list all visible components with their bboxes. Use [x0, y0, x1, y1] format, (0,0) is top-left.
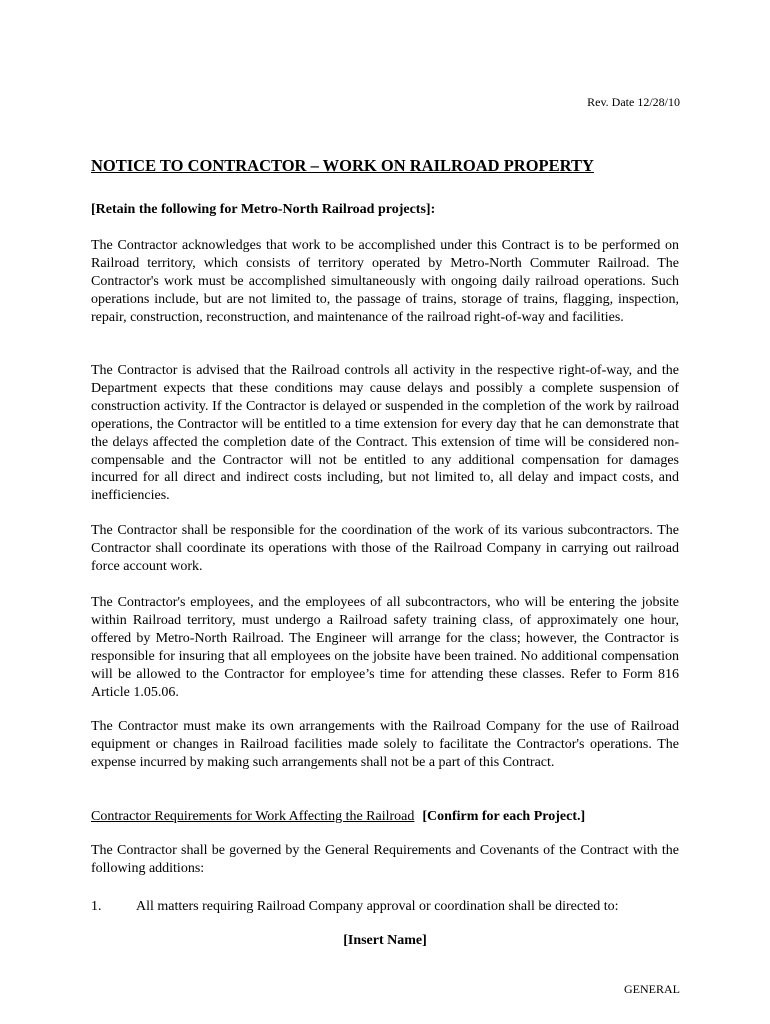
- list-item-number: 1.: [91, 899, 102, 914]
- footer-section-label: GENERAL: [624, 982, 680, 996]
- requirements-heading: Contractor Requirements for Work Affecting the Railroad: [91, 809, 415, 824]
- requirements-heading-line: [91, 808, 585, 826]
- paragraph-railroad-territory: The Contractor acknowledges that work to be accomplished under this Contract is to be performed on Railroad territory, which consists of territory operated by Metro-North Commuter Railroad. The Contractor's work must be accomplished simultaneously with ongoing daily railroad operations. Such operations include, but are not limited to, the passage of trains, storage of trains, flagging, inspection, repair, construction, reconstruction, and maintenance of the railroad right-of-way and facilities.: [91, 238, 679, 325]
- requirements-confirm-note: [Confirm for each Project.]: [422, 809, 586, 824]
- requirements-intro: The Contractor shall be governed by the General Requirements and Covenants of the Contract with the following additions:: [91, 843, 679, 876]
- revision-date: Rev. Date 12/28/10: [587, 95, 680, 109]
- insert-name-placeholder: [Insert Name]: [343, 933, 427, 948]
- list-item-text: All matters requiring Railroad Company approval or coordination shall be directed to:: [136, 899, 619, 914]
- paragraph-subcontractor-coordination: The Contractor shall be responsible for the coordination of the work of its various subcontractors. The Contractor shall coordinate its operations with those of the Railroad Company in carrying out railroad force account work.: [91, 523, 679, 574]
- paragraph-railroad-equipment: The Contractor must make its own arrangements with the Railroad Company for the use of Railroad equipment or changes in Railroad facilities made solely to facilitate the Contractor's operations. The expense incurred by making such arrangements shall not be a part of this Contract.: [91, 719, 679, 770]
- retain-instruction: [Retain the following for Metro-North Railroad projects]:: [91, 202, 436, 217]
- paragraph-railroad-control: The Contractor is advised that the Railroad controls all activity in the respective right-of-way, and the Department expects that these conditions may cause delays and possibly a complete suspension of construction activity. If the Contractor is delayed or suspended in the completion of the work by railroad operations, the Contractor will be entitled to a time extension for every day that he can demonstrate that the delays affected the completion date of the Contract. This extension of time will be considered non-compensable and the Contractor will not be entitled to any additional compensation for damages incurred for all direct and indirect costs including, but not limited to, all delay and impact costs, and inefficiencies.: [91, 363, 679, 504]
- document-title: NOTICE TO CONTRACTOR – WORK ON RAILROAD PROPERTY: [91, 156, 594, 175]
- paragraph-safety-training: The Contractor's employees, and the employees of all subcontractors, who will be entering the jobsite within Railroad territory, must undergo a Railroad safety training class, of approximately one hour, offered by Metro-North Railroad. The Engineer will arrange for the class; however, the Contractor is responsible for insuring that all employees on the jobsite have been trained. No additional compensation will be allowed to the Contractor for employee’s time for attending these classes. Refer to Form 816 Article 1.05.06.: [91, 595, 679, 700]
- list-item: [91, 898, 618, 916]
